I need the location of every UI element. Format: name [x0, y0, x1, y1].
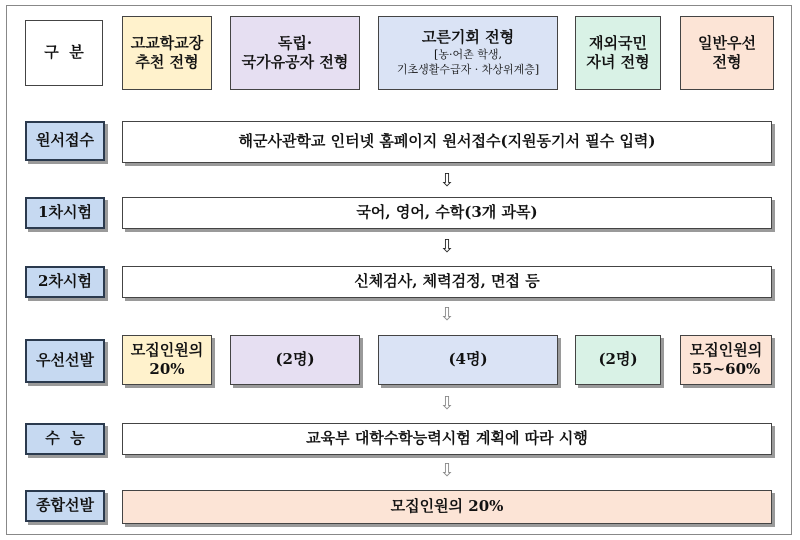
label-priority-selection: 우선선발 — [25, 339, 105, 383]
label-second-exam: 2차시험 — [25, 266, 105, 298]
header-overseas: 재외국민 자녀 전형 — [575, 16, 661, 90]
priority-principal: 모집인원의 20% — [122, 335, 212, 385]
down-arrow-icon: ⇩ — [439, 235, 455, 257]
label-suneung: 수 능 — [25, 423, 105, 455]
down-arrow-icon: ⇩ — [439, 392, 455, 414]
down-arrow-icon: ⇩ — [439, 459, 455, 481]
label-final-selection: 종합선발 — [25, 490, 105, 522]
step-first-exam: 국어, 영어, 수학(3개 과목) — [122, 197, 772, 229]
priority-equal-opportunity: (4명) — [378, 335, 558, 385]
step-suneung: 교육부 대학수학능력시험 계획에 따라 시행 — [122, 423, 772, 455]
header-equal-opportunity: 고른기회 전형 [농·어촌 학생, 기초생활수급자 · 차상위계층] — [378, 16, 558, 90]
priority-general: 모집인원의 55~60% — [680, 335, 772, 385]
header-principal-recommendation: 고교학교장 추천 전형 — [122, 16, 212, 90]
header-general-priority: 일반우선 전형 — [680, 16, 774, 90]
label-first-exam: 1차시험 — [25, 197, 105, 229]
step-apply: 해군사관학교 인터넷 홈페이지 원서접수(지원동기서 필수 입력) — [122, 121, 772, 163]
label-apply: 원서접수 — [25, 121, 105, 161]
header-gubun: 구 분 — [25, 20, 103, 86]
step-final-selection: 모집인원의 20% — [122, 490, 772, 524]
step-second-exam: 신체검사, 체력검정, 면접 등 — [122, 266, 772, 298]
priority-veterans: (2명) — [230, 335, 360, 385]
header-veterans: 독립· 국가유공자 전형 — [230, 16, 360, 90]
down-arrow-icon: ⇩ — [439, 169, 455, 191]
down-arrow-icon: ⇩ — [439, 303, 455, 325]
priority-overseas: (2명) — [575, 335, 661, 385]
